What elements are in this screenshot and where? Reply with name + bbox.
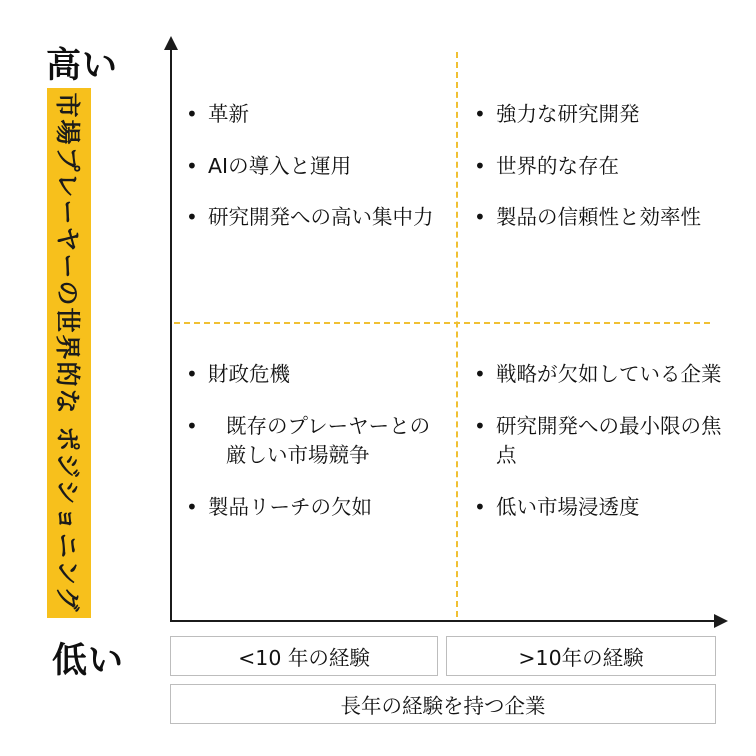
bullet-icon: • — [474, 413, 486, 438]
list-item-label: 強力な研究開発 — [496, 102, 640, 126]
quadrant-top-left — [186, 100, 446, 310]
arrow-up-icon — [164, 36, 178, 50]
list-item — [186, 493, 446, 523]
list-item — [474, 412, 724, 471]
list-item — [474, 203, 724, 233]
bullet-icon: • — [186, 205, 198, 230]
vertical-divider — [456, 52, 458, 617]
quadrant-bottom-left — [186, 360, 446, 590]
list-item — [186, 203, 446, 233]
y-axis-title-text: 市場プレーヤーの世界的な ポジショニング — [53, 92, 82, 614]
bullet-icon: • — [474, 362, 486, 386]
list-item — [186, 360, 446, 390]
bullet-icon: • — [186, 102, 198, 126]
axis-label-high: 高い — [46, 46, 119, 86]
bullet-icon: • — [474, 495, 486, 520]
list-item-label: 研究開発への高い集中力 — [208, 205, 434, 230]
quadrant-bottom-right-list — [474, 360, 724, 523]
list-item-label: 研究開発への最小限の焦点 — [496, 413, 722, 468]
list-item — [186, 152, 446, 182]
list-item-label: 低い市場浸透度 — [496, 495, 640, 520]
x-axis-category-right: >10年の経験 — [446, 636, 716, 676]
horizontal-divider — [174, 322, 710, 324]
y-axis-line — [170, 48, 172, 621]
bullet-icon: • — [474, 153, 486, 178]
quadrant-top-left-list — [186, 100, 446, 233]
x-axis-line — [170, 620, 715, 622]
list-item-label: AIの導入と運用 — [208, 153, 352, 178]
list-item-label: 製品リーチの欠如 — [208, 495, 372, 520]
quadrant-top-right-list — [474, 100, 724, 233]
bullet-icon: • — [186, 413, 198, 438]
list-item — [474, 493, 724, 523]
list-item — [474, 360, 724, 390]
list-item — [186, 412, 446, 471]
quadrant-top-right — [474, 100, 724, 310]
x-axis-category-left: <10 年の経験 — [170, 636, 438, 676]
arrow-right-icon — [714, 614, 728, 628]
bullet-icon: • — [186, 153, 198, 178]
x-axis-title-box: 長年の経験を持つ企業 — [170, 684, 716, 724]
list-item — [186, 100, 446, 130]
list-item-label: 製品の信頼性と効率性 — [496, 205, 701, 230]
list-item — [474, 152, 724, 182]
list-item-label: 既存のプレーヤーとの厳しい市場競争 — [226, 413, 431, 468]
list-item-label: 戦略が欠如している企業 — [496, 362, 722, 386]
axis-label-low: 低い — [52, 641, 125, 681]
bullet-icon: • — [186, 495, 198, 520]
quadrant-bottom-right — [474, 360, 724, 590]
bullet-icon: • — [474, 102, 486, 126]
list-item-label: 革新 — [208, 102, 249, 126]
list-item-label: 財政危機 — [208, 362, 290, 386]
list-item — [474, 100, 724, 130]
bullet-icon: • — [474, 205, 486, 230]
bullet-icon: • — [186, 362, 198, 386]
quadrant-bottom-left-list — [186, 360, 446, 523]
list-item-label: 世界的な存在 — [496, 153, 619, 178]
y-axis-title-band — [47, 88, 91, 618]
